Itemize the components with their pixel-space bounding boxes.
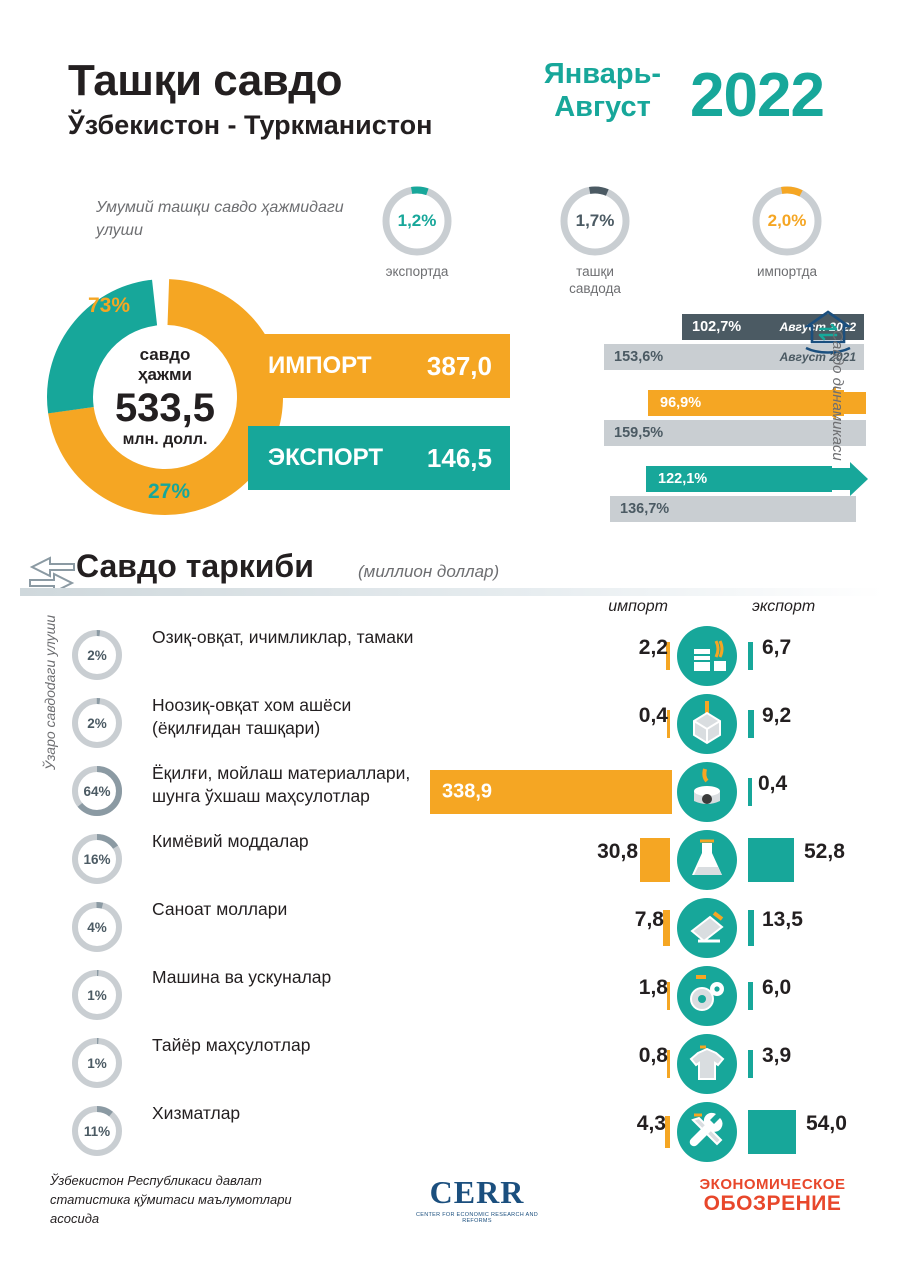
year-label: 2022 xyxy=(690,61,824,130)
page-subtitle: Ўзбекистон - Туркманистон xyxy=(68,110,433,140)
dynamics-bar-import-2021 xyxy=(604,420,866,446)
gauge-value: 1,2% xyxy=(397,211,437,230)
gauge-caption: экспортда xyxy=(385,264,449,279)
import-bar-area xyxy=(430,758,672,826)
structure-title: Савдо таркиби xyxy=(76,548,314,584)
export-label: ЭКСПОРТ xyxy=(268,444,384,471)
table-row xyxy=(0,622,904,690)
import-bar-area xyxy=(430,962,670,1030)
dynamics-value: 136,7% xyxy=(620,501,670,517)
structure-vertical-label: Ўзаро савдоdaги улуши xyxy=(42,615,58,770)
table-row xyxy=(0,894,904,962)
fuel-icon xyxy=(676,761,738,823)
import-bar xyxy=(663,910,670,946)
import-value: 2,2 xyxy=(638,636,668,659)
share-gauge xyxy=(70,1104,124,1158)
machinery-icon xyxy=(676,965,738,1027)
gauge-caption: ташқи савдода xyxy=(569,264,621,296)
gauge-caption: импортда xyxy=(757,264,817,279)
export-value: 6,0 xyxy=(762,976,792,999)
structure-subtitle: (миллион доллар) xyxy=(358,562,500,581)
export-total-bar xyxy=(248,426,510,490)
export-bar xyxy=(748,1110,796,1154)
donut-unit: млн. долл. xyxy=(122,431,208,449)
export-value: 3,9 xyxy=(762,1044,792,1067)
export-value: 54,0 xyxy=(806,1112,847,1135)
export-bar xyxy=(748,838,794,882)
export-value: 52,8 xyxy=(804,840,845,863)
trade-dynamics xyxy=(528,306,864,522)
page-title: Ташқи савдо xyxy=(68,56,343,105)
import-total-bar xyxy=(248,334,510,398)
category-name: Машина ва ускуналар xyxy=(152,967,332,987)
dynamics-value: 122,1% xyxy=(658,471,708,487)
industrial-goods-icon xyxy=(676,897,738,959)
export-value: 146,5 xyxy=(426,442,492,473)
share-gauge xyxy=(70,968,124,1022)
import-bar-area xyxy=(430,1030,670,1098)
table-row xyxy=(0,758,904,826)
dynamics-bar-export-2021 xyxy=(610,496,856,522)
donut-import-percent: 73% xyxy=(88,294,131,317)
cerr-full-name: CENTER FOR ECONOMIC RESEARCH AND REFORMS xyxy=(415,1212,539,1224)
share-gauge xyxy=(70,900,124,954)
table-row xyxy=(0,1030,904,1098)
dynamics-value: 102,7% xyxy=(692,319,742,335)
export-bar xyxy=(748,982,753,1010)
import-value: 30,8 xyxy=(597,840,638,863)
share-gauge xyxy=(70,832,124,886)
import-value: 7,8 xyxy=(634,908,664,931)
donut-export-percent: 27% xyxy=(148,480,191,503)
donut-total-value: 533,5 xyxy=(114,386,216,431)
export-value: 0,4 xyxy=(758,772,788,795)
gauge-ring xyxy=(558,184,632,258)
table-row xyxy=(0,1098,904,1166)
raw-materials-icon xyxy=(676,693,738,755)
share-value: 2% xyxy=(87,647,107,663)
import-label: ИМПОРТ xyxy=(268,352,372,379)
category-name: Ёқилғи, мойлаш материаллари, шунга ўхшаш маҳсулотлар xyxy=(152,763,411,806)
column-header-import: импорт xyxy=(608,598,668,615)
cerr-name: CERR xyxy=(429,1174,525,1210)
dynamics-value: 96,9% xyxy=(660,395,702,411)
export-bar xyxy=(748,642,753,670)
category-name: Хизматлар xyxy=(152,1103,241,1123)
source-note: Ўзбекистон Республикаси давлат статистика қўмитаси маълумотлари асосида xyxy=(50,1173,292,1226)
export-bar xyxy=(748,778,752,806)
import-bar xyxy=(640,838,670,882)
import-bar xyxy=(430,770,672,814)
cerr-logo xyxy=(412,1174,542,1224)
import-value: 0,8 xyxy=(638,1044,668,1067)
category-name: Саноат моллари xyxy=(152,899,288,919)
gauge-value: 2,0% xyxy=(767,211,807,230)
share-value: 4% xyxy=(87,919,107,935)
brand-logo xyxy=(690,1176,855,1214)
divider xyxy=(20,588,884,596)
brand-line2: ОБОЗРЕНИЕ xyxy=(703,1192,842,1215)
category-name: Озиқ-овқат, ичимликлар, тамаки xyxy=(152,627,414,647)
dynamics-value: 159,5% xyxy=(614,425,664,441)
import-bar-area xyxy=(430,1098,670,1166)
share-value: 1% xyxy=(87,1055,107,1071)
import-value: 0,4 xyxy=(638,704,668,727)
gauge-import-share xyxy=(744,184,830,281)
category-name: Тайёр маҳсулотлар xyxy=(152,1035,311,1055)
gauge-value: 1,7% xyxy=(575,211,615,230)
import-bar-area xyxy=(430,690,670,758)
share-gauge xyxy=(70,628,124,682)
dynamics-value: 153,6% xyxy=(614,349,664,365)
import-value: 338,9 xyxy=(442,780,493,803)
export-bar xyxy=(748,1050,753,1078)
food-icon xyxy=(676,625,738,687)
header xyxy=(0,20,904,140)
gauge-ring xyxy=(750,184,824,258)
dynamics-vertical-label: Савдо динамикаси xyxy=(829,330,846,461)
share-gauge xyxy=(70,764,124,818)
dynamics-tag: Август 2022 xyxy=(779,320,856,334)
export-bar xyxy=(748,910,754,946)
gauge-export-share xyxy=(374,184,460,281)
period-label: Январь-Август xyxy=(543,58,662,124)
brand-line1: ЭКОНОМИЧЕСКОЕ xyxy=(699,1176,846,1193)
dynamics-bar-import-2022 xyxy=(648,390,844,416)
exchange-house-icon xyxy=(800,308,856,354)
import-value: 1,8 xyxy=(638,976,668,999)
donut-center-line2: ҳажми xyxy=(138,364,192,384)
gauge-turnover-share xyxy=(552,184,638,298)
share-gauge xyxy=(70,696,124,750)
table-row xyxy=(0,962,904,1030)
chemicals-icon xyxy=(676,829,738,891)
share-value: 11% xyxy=(83,1123,111,1139)
donut-center-line1: савдо xyxy=(139,344,191,364)
apparel-icon xyxy=(676,1033,738,1095)
category-name: Ноозиқ-овқат хом ашёси (ёқилғидан ташқари) xyxy=(152,695,352,738)
export-bar xyxy=(748,710,754,738)
share-value: 1% xyxy=(87,987,107,1003)
export-value: 9,2 xyxy=(762,704,792,727)
table-row xyxy=(0,690,904,758)
services-icon xyxy=(676,1101,738,1163)
category-name: Кимёвий моддалар xyxy=(152,831,309,851)
share-value: 16% xyxy=(83,851,111,867)
table-row xyxy=(0,826,904,894)
share-label: Умумий ташқи савдо ҳажмидаги улуши xyxy=(96,199,344,240)
import-value: 4,3 xyxy=(636,1112,666,1135)
dynamics-tag: Август 2021 xyxy=(779,350,856,364)
export-value: 6,7 xyxy=(762,636,792,659)
share-value: 64% xyxy=(83,783,111,799)
share-value: 2% xyxy=(87,715,107,731)
export-value: 13,5 xyxy=(762,908,803,931)
import-value: 387,0 xyxy=(426,350,492,381)
share-gauge xyxy=(70,1036,124,1090)
dynamics-bar-export-2022 xyxy=(646,466,832,492)
import-bar-area xyxy=(430,622,670,690)
gauge-ring xyxy=(380,184,454,258)
column-header-export: экспорт xyxy=(752,598,816,615)
arrow-right-icon xyxy=(828,462,868,496)
